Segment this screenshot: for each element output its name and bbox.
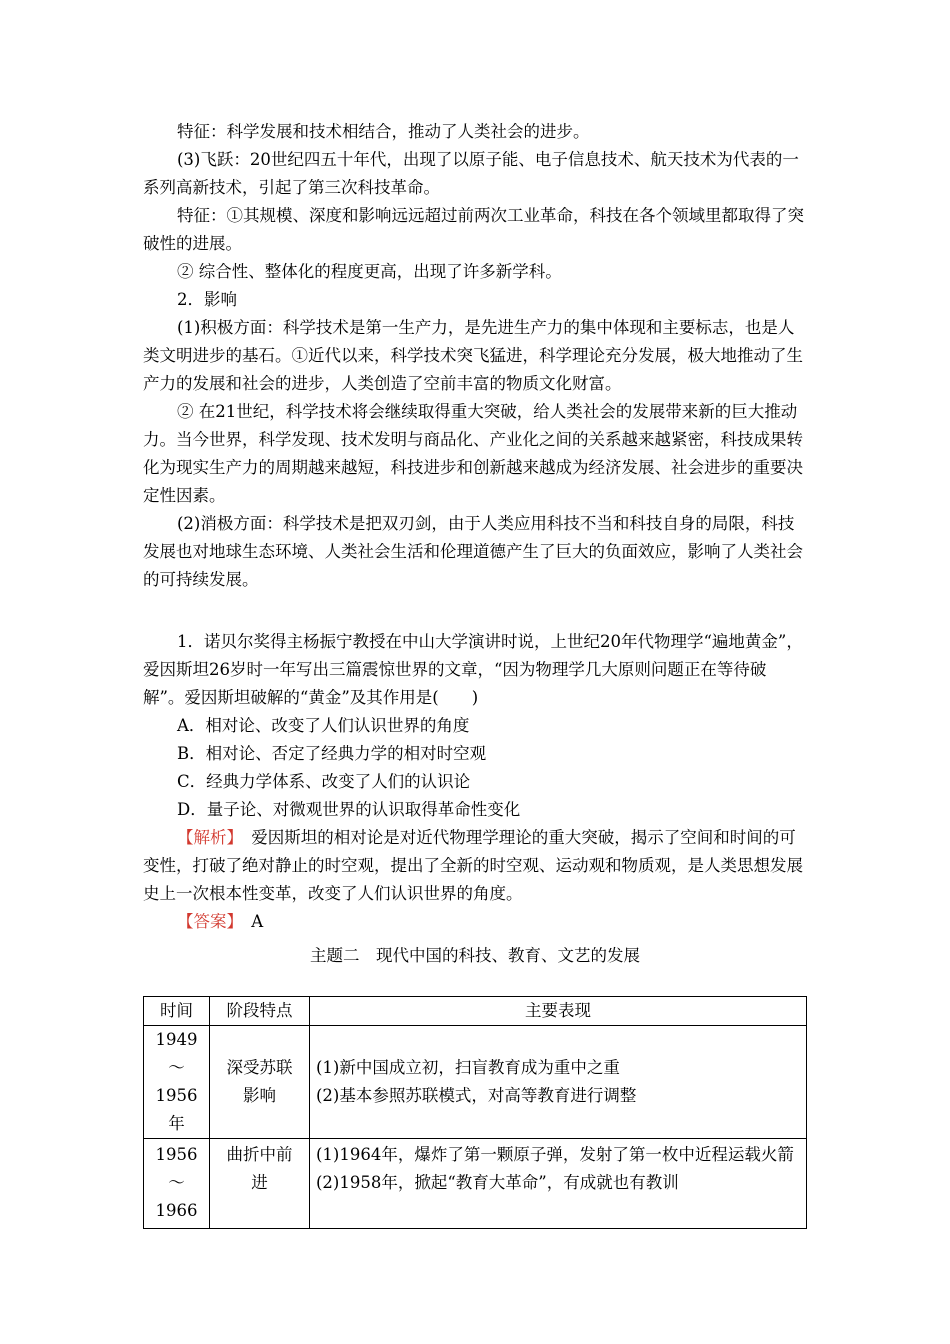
- feature-line-2: 特征：①其规模、深度和影响远远超过前两次工业革命，科技在各个领域里都取得了突破性的进展。: [143, 206, 804, 253]
- time-sep: ～: [168, 1173, 185, 1192]
- analysis-label: 【解析】: [177, 828, 235, 847]
- row-item: (1)1964年，爆炸了第一颗原子弹，发射了第一枚中近程运载火箭: [316, 1145, 794, 1164]
- row-feature-cell: 曲折中前进: [210, 1139, 310, 1229]
- answer-text: A: [234, 912, 264, 931]
- time-end: 1966: [155, 1201, 198, 1220]
- question-option-c: C．经典力学体系、改变了人们的认识论: [177, 772, 471, 791]
- impact-positive-2: ② 在21世纪，科学技术将会继续取得重大突破，给人类社会的发展带来新的巨大推动力。当今世界，科学发现、技术发明与商品化、产业化之间的关系越来越紧密，科技成果转化为现实生产力的周期越来越短，科技进步和创新越来越成为经济发展、社会进步的重要决定性因素。: [143, 402, 803, 505]
- header-time: 时间: [144, 997, 210, 1026]
- analysis-paragraph: [143, 824, 807, 908]
- impact-positive: (1)积极方面：科学技术是第一生产力，是先进生产力的集中体现和主要标志，也是人类文明进步的基石。①近代以来，科学技术突飞猛进，科学理论充分发展，极大地推动了生产力的发展和社会的进步，人类创造了空前丰富的物质文化财富。: [143, 318, 803, 393]
- table-row: [144, 1139, 807, 1229]
- question-option-a: A．相对论、改变了人们认识世界的角度: [177, 716, 470, 735]
- time-start: 1956: [155, 1145, 198, 1164]
- development-table: [143, 996, 807, 1229]
- row-item: (2)基本参照苏联模式，对高等教育进行调整: [316, 1086, 637, 1105]
- feature-line-3: ② 综合性、整体化的程度更高，出现了许多新学科。: [177, 262, 562, 281]
- answer-paragraph: [143, 908, 807, 936]
- header-stage: 阶段特点: [210, 997, 310, 1026]
- row-items-cell: [310, 1139, 807, 1229]
- question-option-b: B．相对论、否定了经典力学的相对时空观: [177, 744, 487, 763]
- answer-label: 【答案】: [177, 912, 235, 931]
- impact-negative: (2)消极方面：科学技术是把双刃剑，由于人类应用科技不当和科技自身的局限，科技发展也对地球生态环境、人类社会生活和伦理道德产生了巨大的负面效应，影响了人类社会的可持续发展。: [143, 514, 803, 589]
- topic-title: 主题二 现代中国的科技、教育、文艺的发展: [310, 946, 640, 965]
- question-stem: 1．诺贝尔奖得主杨振宁教授在中山大学演讲时说，上世纪20年代物理学“遍地黄金”，爱因斯坦26岁时一年写出三篇震惊世界的文章，“因为物理学几大原则问题正在等待破解”。爱因斯坦破解的“黄金”及其作用是( ): [143, 632, 803, 707]
- row-feature-cell: 深受苏联影响: [210, 1026, 310, 1139]
- analysis-text: 爱因斯坦的相对论是对近代物理学理论的重大突破，揭示了空间和时间的可变性，打破了绝对静止的时空观，提出了全新的时空观、运动观和物质观，是人类思想发展史上一次根本性变革，改变了人们认识世界的角度。: [143, 828, 803, 903]
- time-end: 1956: [155, 1086, 198, 1105]
- feature-line-1: 特征：科学发展和技术相结合，推动了人类社会的进步。: [177, 122, 590, 141]
- row-item: (2)1958年，掀起“教育大革命”，有成就也有教训: [316, 1173, 679, 1192]
- row-items-cell: [310, 1026, 807, 1139]
- header-main: 主要表现: [310, 997, 807, 1026]
- time-sep: ～: [168, 1058, 185, 1077]
- section-spacer: [143, 594, 807, 628]
- row-item: (1)新中国成立初，扫盲教育成为重中之重: [316, 1058, 620, 1077]
- document-content: [143, 118, 807, 1229]
- time-suffix: 年: [168, 1114, 185, 1133]
- table-row: [144, 1026, 807, 1139]
- time-start: 1949: [155, 1030, 198, 1049]
- impact-heading: 2．影响: [177, 290, 237, 309]
- row-time-cell: [144, 1139, 210, 1229]
- row-time-cell: [144, 1026, 210, 1139]
- leap-paragraph: (3)飞跃：20世纪四五十年代，出现了以原子能、电子信息技术、航天技术为代表的一系列高新技术，引起了第三次科技革命。: [143, 150, 799, 197]
- question-option-d: D．量子论、对微观世界的认识取得革命性变化: [177, 800, 521, 819]
- table-header-row: [144, 997, 807, 1026]
